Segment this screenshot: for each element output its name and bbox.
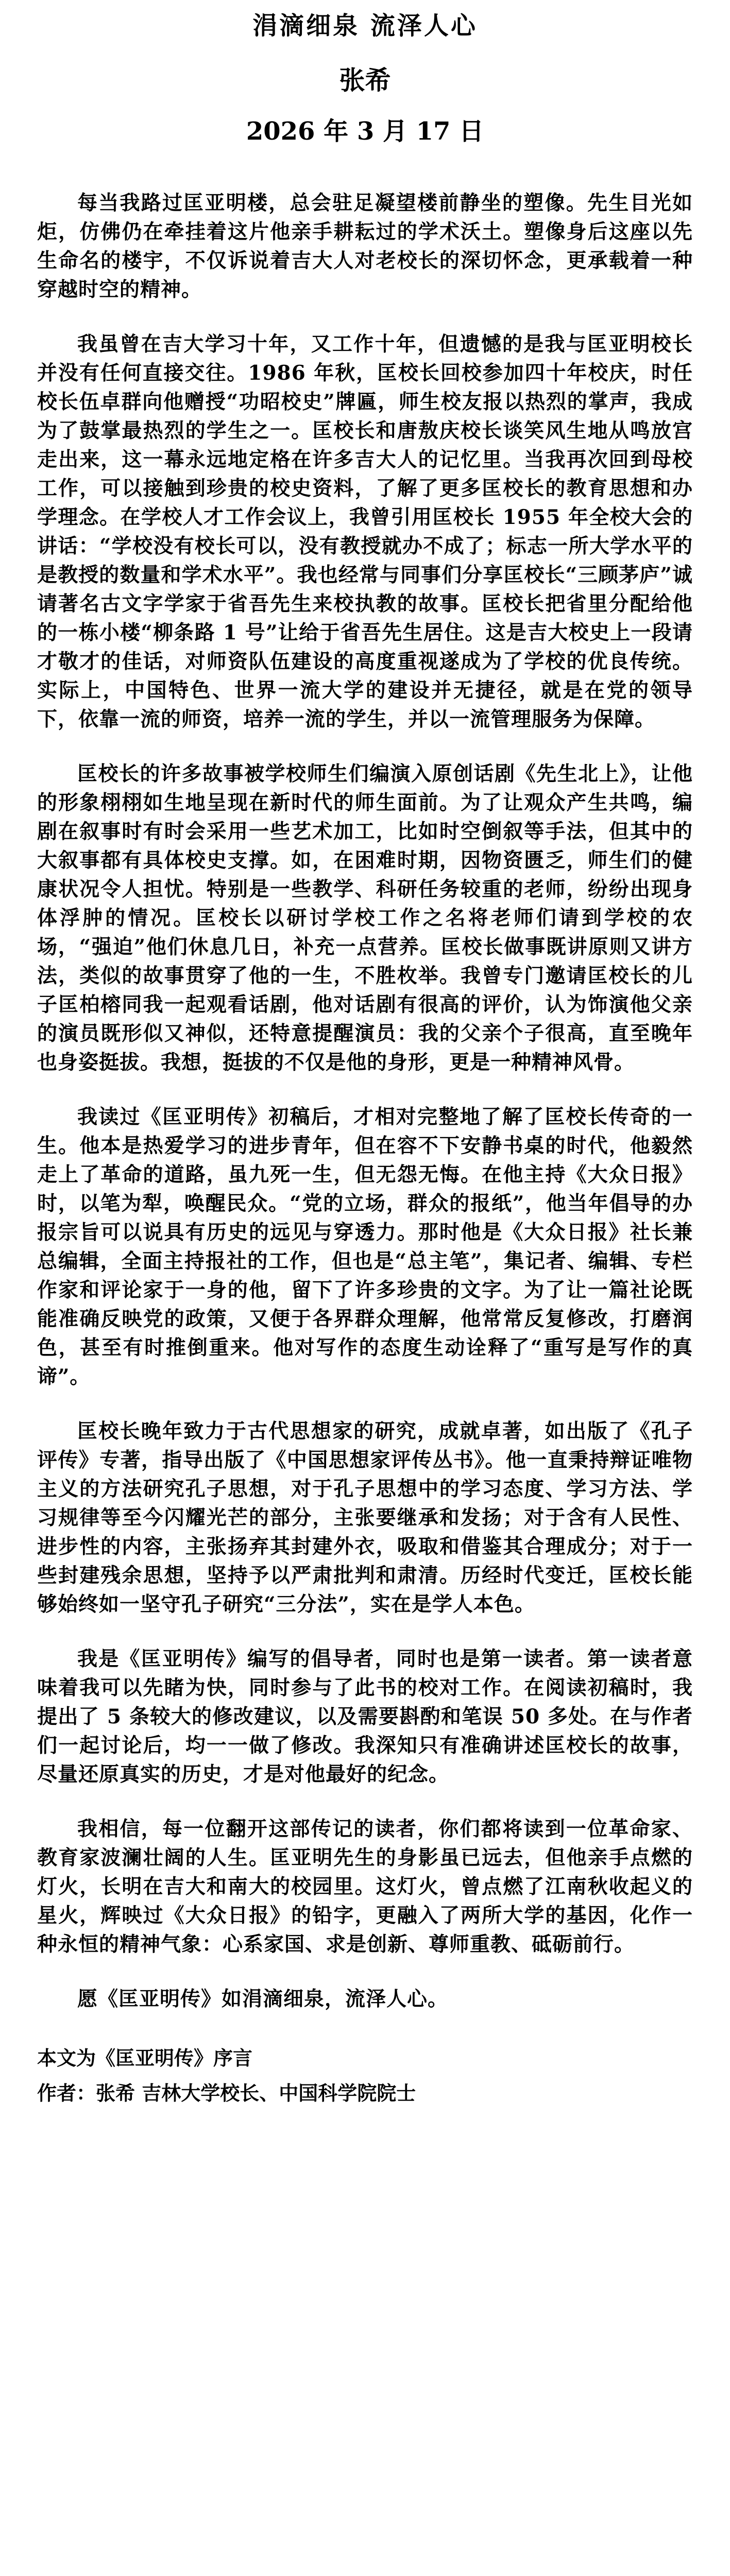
- footer-byline: 作者：张希 吉林大学校长、中国科学院院士: [37, 2081, 416, 2105]
- article-footer: [37, 2044, 693, 2107]
- footer-note: 本文为《匡亚明传》序言: [37, 2046, 253, 2070]
- paragraph-1: 每当我路过匡亚明楼，总会驻足凝望楼前静坐的塑像。先生目光如炬，仿佛仍在牵挂着这片他亲手耕耘过的学术沃土。塑像身后这座以先生命名的楼宇，不仅诉说着吉大人对老校长的深切怀念，更承载着一种穿越时空的精神。: [37, 191, 693, 301]
- paragraph-6: 我是《匡亚明传》编写的倡导者，同时也是第一读者。第一读者意味着我可以先睹为快，同时参与了此书的校对工作。在阅读初稿时，我提出了 5 条较大的修改建议，以及需要斟酌和笔误 50 多处。在与作者们一起讨论后，均一一做了修改。我深知只有准确讲述匡校长的故事，尽量还原真实的历史，才是对他最好的纪念。: [37, 1647, 693, 1786]
- paragraph-8: 愿《匡亚明传》如涓滴细泉，流泽人心。: [77, 1987, 449, 2011]
- paragraph-7: 我相信，每一位翻开这部传记的读者，你们都将读到一位革命家、教育家波澜壮阔的人生。匡亚明先生的身影虽已远去，但他亲手点燃的灯火，长明在吉大和南大的校园里。这灯火，曾点燃了江南秋收起义的星火，辉映过《大众日报》的铅字，更融入了两所大学的基因，化作一种永恒的精神气象：心系家国、求是创新、尊师重教、砥砺前行。: [37, 1817, 693, 1956]
- article-date: 2026 年 3 月 17 日: [246, 117, 484, 146]
- article-author: 张希: [339, 65, 391, 95]
- paragraph-5: 匡校长晚年致力于古代思想家的研究，成就卓著，如出版了《孔子评传》专著，指导出版了《中国思想家评传丛书》。他一直秉持辩证唯物主义的方法研究孔子思想，对于孔子思想中的学习态度、学习方法、学习规律等至今闪耀光芒的部分，主张要继承和发扬；对于含有人民性、进步性的内容，主张扬弃其封建外衣，吸取和借鉴其合理成分；对于一些封建残余思想，坚持予以严肃批判和肃清。历经时代变迁，匡校长能够始终如一坚守孔子研究“三分法”，实在是学人本色。: [37, 1419, 693, 1616]
- article-title: 涓滴细泉 流泽人心: [252, 11, 478, 40]
- article-body: [37, 189, 693, 2013]
- paragraph-2: 我虽曾在吉大学习十年，又工作十年，但遗憾的是我与匡亚明校长并没有任何直接交往。1986 年秋，匡校长回校参加四十年校庆，时任校长伍卓群向他赠授“功昭校史”牌匾，师生校友报以热烈的掌声，我成为了鼓掌最热烈的学生之一。匡校长和唐敖庆校长谈笑风生地从鸣放宫走出来，这一幕永远地定格在许多吉大人的记忆里。当我再次回到母校工作，可以接触到珍贵的校史资料，了解了更多匡校长的教育思想和办学理念。在学校人才工作会议上，我曾引用匡校长 1955 年全校大会的讲话：“学校没有校长可以，没有教授就办不成了；标志一所大学水平的是教授的数量和学术水平”。我也经常与同事们分享匡校长“三顾茅庐”诚请著名古文字学家于省吾先生来校执教的故事。匡校长把省里分配给他的一栋小楼“柳条路 1 号”让给于省吾先生居住。这是吉大校史上一段请才敬才的佳话，对师资队伍建设的高度重视遂成为了学校的优良传统。实际上，中国特色、世界一流大学的建设并无捷径，就是在党的领导下，依靠一流的师资，培养一流的学生，并以一流管理服务为保障。: [37, 332, 693, 731]
- paragraph-4: 我读过《匡亚明传》初稿后，才相对完整地了解了匡校长传奇的一生。他本是热爱学习的进步青年，但在容不下安静书桌的时代，他毅然走上了革命的道路，虽九死一生，但无怨无悔。在他主持《大众日报》时，以笔为犁，唤醒民众。“党的立场，群众的报纸”，他当年倡导的办报宗旨可以说具有历史的远见与穿透力。那时他是《大众日报》社长兼总编辑，全面主持报社的工作，但也是“总主笔”，集记者、编辑、专栏作家和评论家于一身的他，留下了许多珍贵的文字。为了让一篇社论既能准确反映党的政策，又便于各界群众理解，他常常反复修改，打磨润色，甚至有时推倒重来。他对写作的态度生动诠释了“重写是写作的真谛”。: [37, 1105, 693, 1388]
- paragraph-3: 匡校长的许多故事被学校师生们编演入原创话剧《先生北上》，让他的形象栩栩如生地呈现在新时代的师生面前。为了让观众产生共鸣，编剧在叙事时有时会采用一些艺术加工，比如时空倒叙等手法，但其中的大叙事都有具体校史支撑。如，在困难时期，因物资匮乏，师生们的健康状况令人担忧。特别是一些教学、科研任务较重的老师，纷纷出现身体浮肿的情况。匡校长以研讨学校工作之名将老师们请到学校的农场，“强迫”他们休息几日，补充一点营养。匡校长做事既讲原则又讲方法，类似的故事贯穿了他的一生，不胜枚举。我曾专门邀请匡校长的儿子匡柏榕同我一起观看话剧，他对话剧有很高的评价，认为饰演他父亲的演员既形似又神似，还特意提醒演员：我的父亲个子很高，直至晚年也身姿挺拔。我想，挺拔的不仅是他的身形，更是一种精神风骨。: [37, 762, 693, 1074]
